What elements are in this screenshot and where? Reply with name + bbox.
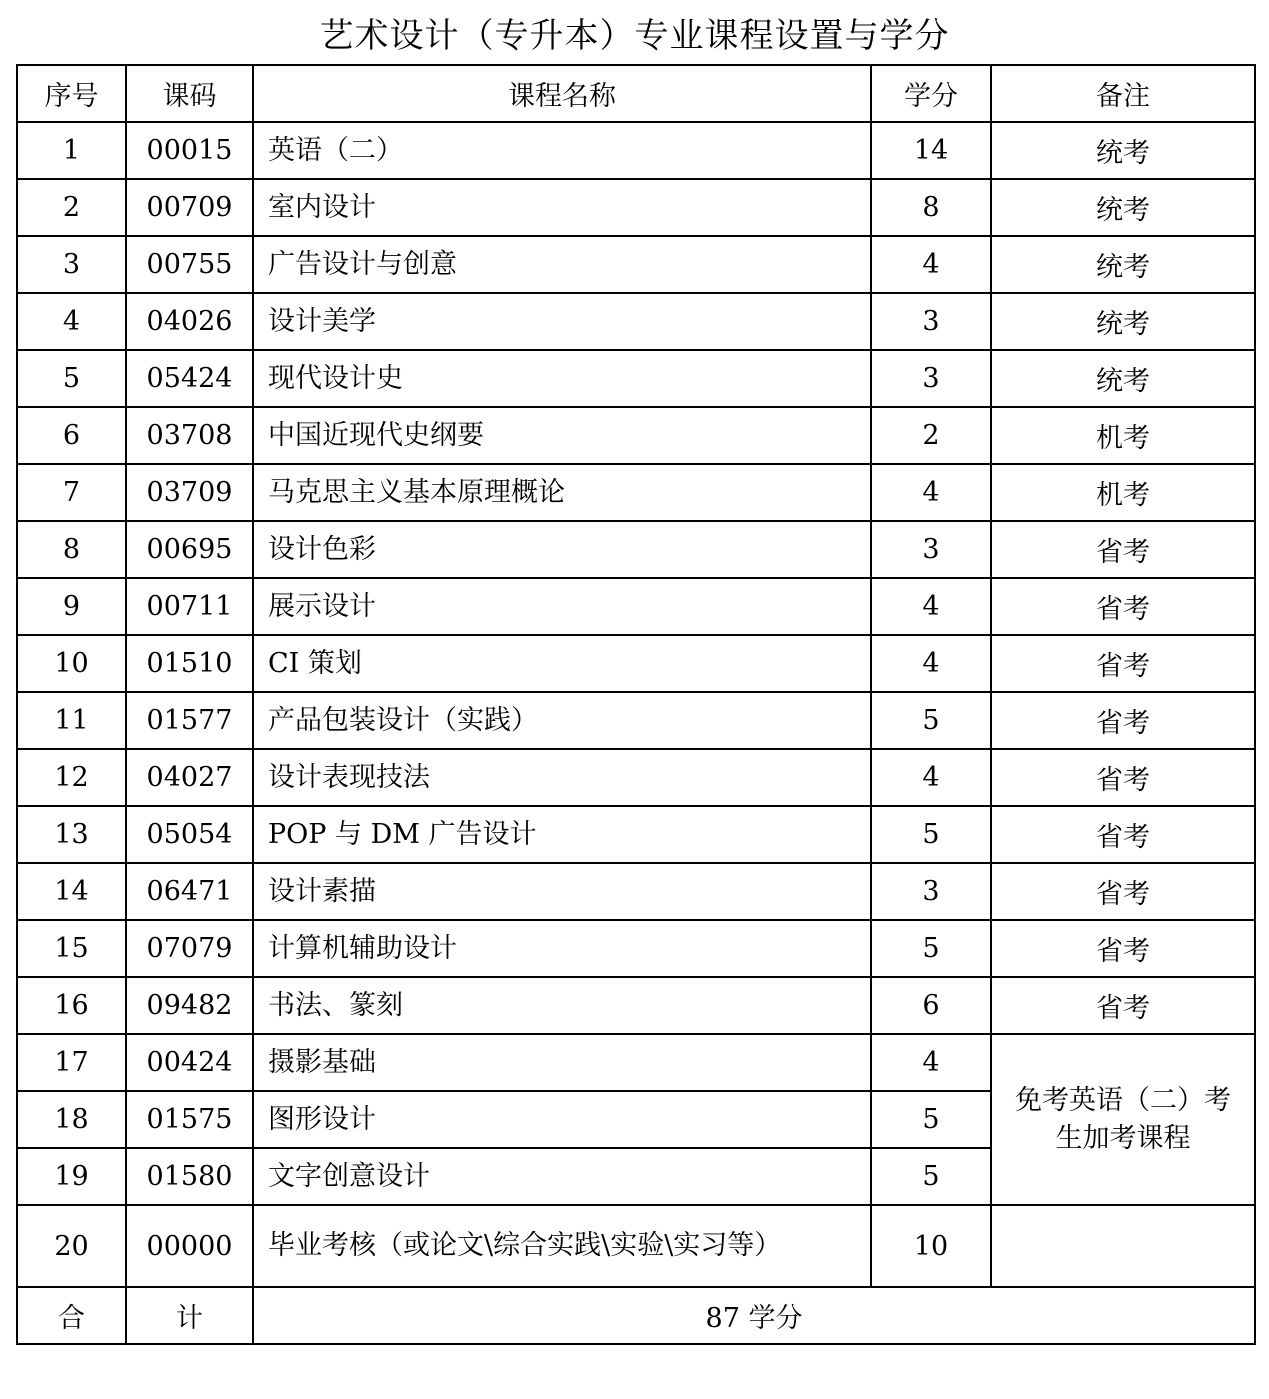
row-course-name: CI 策划 [253,635,871,692]
row-credit: 3 [871,293,991,350]
row-no: 3 [17,236,126,293]
table-row [17,863,1255,920]
row-code: 03708 [126,407,253,464]
row-credit: 5 [871,806,991,863]
row-credit: 10 [871,1205,991,1287]
row-course-name: 中国近现代史纲要 [253,407,871,464]
row-credit: 5 [871,692,991,749]
row-credit: 3 [871,350,991,407]
row-no: 19 [17,1148,126,1205]
table-row [17,692,1255,749]
row-no: 7 [17,464,126,521]
page-title: 艺术设计（专升本）专业课程设置与学分 [319,16,950,56]
row-course-name: 设计表现技法 [253,749,871,806]
row-code: 04026 [126,293,253,350]
table-row [17,578,1255,635]
row-course-name: 设计素描 [253,863,871,920]
row-no: 16 [17,977,126,1034]
row-note: 统考 [991,179,1255,236]
row-credit: 4 [871,578,991,635]
row-note: 省考 [991,635,1255,692]
row-code: 00015 [126,122,253,179]
row-credit: 4 [871,1034,991,1091]
table-header-row [17,65,1255,122]
header-note: 备注 [991,65,1255,122]
row-course-name: 书法、篆刻 [253,977,871,1034]
course-table [16,64,1256,1345]
row-credit: 6 [871,977,991,1034]
row-no: 20 [17,1205,126,1287]
row-credit: 2 [871,407,991,464]
row-course-name: 马克思主义基本原理概论 [253,464,871,521]
row-course-name: POP 与 DM 广告设计 [253,806,871,863]
row-credit: 5 [871,1148,991,1205]
row-credit: 4 [871,236,991,293]
row-code: 01510 [126,635,253,692]
total-label-a: 合 [17,1287,126,1344]
header-credit: 学分 [871,65,991,122]
row-note: 统考 [991,293,1255,350]
row-note: 省考 [991,521,1255,578]
row-note-merged: 免考英语（二）考生加考课程 [991,1034,1255,1205]
table-row [17,122,1255,179]
row-course-name: 室内设计 [253,179,871,236]
row-credit: 5 [871,920,991,977]
table-row [17,635,1255,692]
row-note: 统考 [991,350,1255,407]
row-credit: 5 [871,1091,991,1148]
row-credit: 8 [871,179,991,236]
total-row [17,1287,1255,1344]
row-no: 8 [17,521,126,578]
row-no: 2 [17,179,126,236]
row-code: 06471 [126,863,253,920]
table-row [17,407,1255,464]
table-row [17,350,1255,407]
row-code: 01580 [126,1148,253,1205]
row-code: 00695 [126,521,253,578]
row-no: 14 [17,863,126,920]
row-note: 省考 [991,920,1255,977]
row-credit: 4 [871,635,991,692]
header-name: 课程名称 [253,65,871,122]
table-row [17,464,1255,521]
row-note: 省考 [991,863,1255,920]
header-no: 序号 [17,65,126,122]
row-code: 07079 [126,920,253,977]
row-note: 统考 [991,122,1255,179]
row-course-name: 摄影基础 [253,1034,871,1091]
table-row [17,1034,1255,1091]
table-row [17,179,1255,236]
row-note: 省考 [991,806,1255,863]
row-course-name: 设计美学 [253,293,871,350]
row-note [991,1205,1255,1287]
row-credit: 14 [871,122,991,179]
table-row [17,806,1255,863]
row-course-name: 文字创意设计 [253,1148,871,1205]
row-code: 05054 [126,806,253,863]
row-course-name: 现代设计史 [253,350,871,407]
total-label-b: 计 [126,1287,253,1344]
table-row [17,293,1255,350]
row-note: 省考 [991,749,1255,806]
row-no: 4 [17,293,126,350]
row-no: 18 [17,1091,126,1148]
row-code: 01575 [126,1091,253,1148]
row-code: 00755 [126,236,253,293]
row-note: 省考 [991,578,1255,635]
row-credit: 3 [871,863,991,920]
row-note: 省考 [991,692,1255,749]
row-code: 00424 [126,1034,253,1091]
row-code: 03709 [126,464,253,521]
row-course-name: 毕业考核（或论文\综合实践\实验\实习等） [253,1205,871,1287]
table-row [17,236,1255,293]
row-code: 00711 [126,578,253,635]
row-code: 05424 [126,350,253,407]
row-no: 5 [17,350,126,407]
row-course-name: 设计色彩 [253,521,871,578]
row-note: 机考 [991,464,1255,521]
table-row [17,920,1255,977]
row-code: 01577 [126,692,253,749]
table-row [17,1205,1255,1287]
row-course-name: 广告设计与创意 [253,236,871,293]
row-no: 6 [17,407,126,464]
row-code: 04027 [126,749,253,806]
row-no: 11 [17,692,126,749]
row-code: 00000 [126,1205,253,1287]
row-code: 00709 [126,179,253,236]
row-credit: 4 [871,464,991,521]
row-course-name: 图形设计 [253,1091,871,1148]
row-note: 统考 [991,236,1255,293]
row-credit: 4 [871,749,991,806]
row-course-name: 产品包装设计（实践） [253,692,871,749]
row-no: 10 [17,635,126,692]
row-note: 省考 [991,977,1255,1034]
row-no: 15 [17,920,126,977]
table-row [17,977,1255,1034]
row-course-name: 计算机辅助设计 [253,920,871,977]
row-no: 9 [17,578,126,635]
row-no: 13 [17,806,126,863]
total-value: 87 学分 [253,1287,1255,1344]
row-course-name: 展示设计 [253,578,871,635]
row-note: 机考 [991,407,1255,464]
row-no: 12 [17,749,126,806]
row-course-name: 英语（二） [253,122,871,179]
table-row [17,749,1255,806]
table-row [17,521,1255,578]
row-no: 1 [17,122,126,179]
row-no: 17 [17,1034,126,1091]
header-code: 课码 [126,65,253,122]
row-code: 09482 [126,977,253,1034]
row-credit: 3 [871,521,991,578]
